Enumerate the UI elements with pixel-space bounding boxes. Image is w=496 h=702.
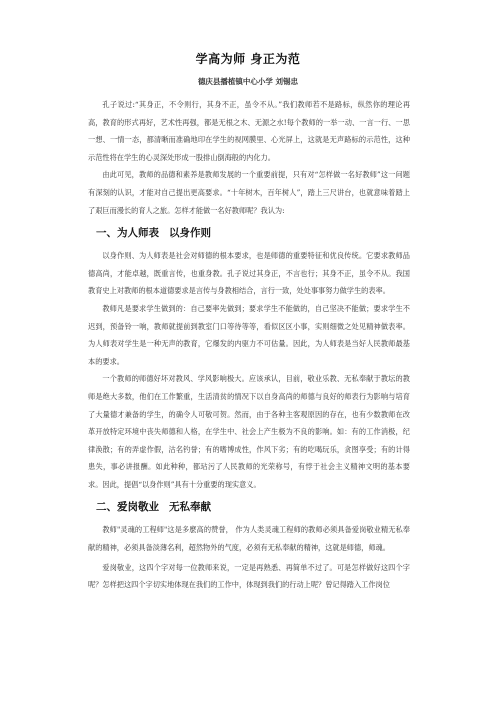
page-title: 学高为师 身正为范 xyxy=(195,52,301,66)
intro-paragraph: 由此可见，教师的品德和素养是教师发展的一个重要前提，只有对“怎样做一名好教师”这一问题有深刻的认识，才能对自己提出更高要求。“十年树木，百年树人”，踏上三尺讲台，也就意味着踏上了艰巨而漫长的育人之旅。怎样才能做一名好教师呢？我认为: xyxy=(88,170,410,215)
section-paragraph: 一个教师的师德好坏对教风、学风影响极大。应该承认，目前，敬业乐教、无私奉献于教坛的教师是绝大多数，他们在工作繁重，生活清贫的情况下以自身高尚的师德与良好的师表行为影响与培育了大量德才兼备的学生，的确令人可敬可贺。然而，由于各种主客观原因的存在，也有少数教师在改革开放特定环境中丧失师德和人格，在学生中、社会上产生极为不良的影响。如：有的工作消极，纪律涣散；有的弄虚作假，沽名钓誉；有的嗜博成性，作风下劣；有的吃喝玩乐，贪图享受；有的计得患失，事必讲报酬。如此种种，都玷污了人民教师的光荣称号，有悖于社会主义精神文明的基本要求。因此，提倡“以身作则”具有十分重要的现实意义。 xyxy=(88,374,410,489)
intro-paragraph: 孔子说过:“其身正，不令则行，其身不正，虽令不从。”我们教师若不是路标，纵然你的理论再高，教育的形式再好，艺术性再强，都是无根之木、无源之水!每个教师的一举一动、一言一行、一思一想、一情一态，都清晰而准确地印在学生的视网膜里、心光屏上，这就是无声路标的示范性，这种示范性将在学生的心灵深处形成一股排山倒海般的内化力。 xyxy=(88,100,410,162)
section-paragraph: 教师"灵魂的工程师"这是多麽高的赞誉， 作为人类灵魂工程师的教师必须具备爱岗敬业精无私奉献的精神，必须具备淡薄名利，超然物外的气度，必须有无私奉献的精神，这就是师德，师魂。 xyxy=(88,525,410,553)
section-title: 无私奉献 xyxy=(169,501,211,514)
section-paragraph: 教师凡是要求学生做到的：自己要率先做到；要求学生不能做的，自己坚决不能做；要求学生不迟到，预备铃一响，教师就提前到教室门口等待等等，看似区区小事，实则细微之处见精神做表率。为人师表对学生是一种无声的教育，它爆发的内驱力不可估量。因此，为人师表是当好人民教师最基本的要求。 xyxy=(88,303,410,366)
document-body xyxy=(88,96,410,594)
section-number: 一、为人师表 xyxy=(96,227,159,240)
section-paragraph: 以身作则、为人师表是社会对师德的根本要求，也是师德的重要特征和优良传统。它要求教师品德高尚，才能卓越，既重言传，也重身教。孔子说过其身正，不言也行；其身不正，虽令不从。我国教育史上对教师的根本道德要求是言传与身教相结合，言行一致，处处事事努力做学生的表率。 xyxy=(88,251,410,296)
section-title: 以身作则 xyxy=(169,227,211,240)
author-byline: 德庆县播植镇中心小学 刘锡忠 xyxy=(197,77,299,86)
section-number: 二、爱岗敬业 xyxy=(96,501,159,514)
section-paragraph: 爱岗敬业，这四个字对每一位教师来说，一定是再熟悉、再简单不过了。可是怎样做好这四个字呢？怎样把这四个字切实地体现在我们的工作中，体现到我们的行动上呢？曾记得踏入工作岗位 xyxy=(88,562,410,590)
section-heading-2 xyxy=(96,499,410,515)
section-heading-1 xyxy=(96,225,410,241)
